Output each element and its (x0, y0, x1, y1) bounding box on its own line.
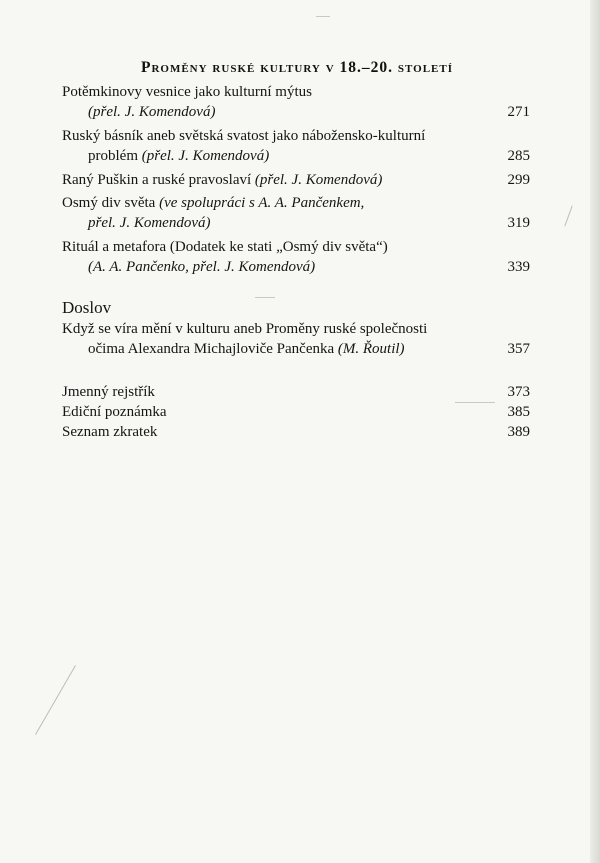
entry-page-number: 299 (507, 172, 530, 188)
entry-title-continued: očima Alexandra Michajloviče Pančenka (M. Řoutil) (88, 341, 405, 357)
toc-entry (62, 237, 532, 277)
entry-page-number: 357 (507, 341, 530, 357)
entry-page-number: 319 (507, 215, 530, 231)
entry-page-number: 373 (507, 384, 530, 400)
entry-page-number: 285 (507, 148, 530, 164)
toc-entry (62, 126, 532, 166)
entry-title: Osmý div světa (ve spolupráci s A. A. Pančenkem, (62, 195, 365, 211)
toc-entry (62, 319, 532, 359)
doslov-heading: Doslov (62, 298, 112, 317)
entry-title: Ruský básník aneb světská svatost jako nábožensko-kulturní (62, 128, 426, 144)
scan-mark (35, 665, 76, 735)
section-title: Proměny ruské kultury v 18.–20. století (140, 59, 453, 76)
entry-translator: (A. A. Pančenko, přel. J. Komendová) (88, 259, 316, 275)
toc-entry (62, 382, 532, 402)
entry-title-continued: problém (přel. J. Komendová) (88, 148, 270, 164)
entry-translator: (přel. J. Komendová) (88, 104, 216, 120)
toc-doslov-section (62, 297, 532, 359)
entry-title: Jmenný rejstřík (62, 384, 155, 400)
entry-title: Raný Puškin a ruské pravoslaví (přel. J. Komendová) (62, 172, 383, 188)
scan-speck (316, 16, 330, 17)
page-edge (590, 0, 600, 863)
entry-title: Potěmkinovy vesnice jako kulturní mýtus (62, 84, 312, 100)
entry-title: Ediční poznámka (62, 404, 167, 420)
toc-entry (62, 170, 532, 190)
toc-section-list (62, 82, 532, 277)
entry-page-number: 339 (507, 259, 530, 275)
toc-back-matter (62, 382, 532, 442)
entry-title: Rituál a metafora (Dodatek ke stati „Osmý div světa“) (62, 239, 388, 255)
entry-title: Když se víra mění v kulturu aneb Proměny ruské společnosti (62, 321, 428, 337)
entry-translator: přel. J. Komendová) (88, 215, 211, 231)
toc-entry (62, 193, 532, 233)
scan-mark (564, 205, 572, 226)
entry-page-number: 389 (507, 424, 530, 440)
toc-entry (62, 402, 532, 422)
toc-entry (62, 82, 532, 122)
entry-title: Seznam zkratek (62, 424, 158, 440)
entry-page-number: 385 (507, 404, 530, 420)
toc-entry (62, 422, 532, 442)
entry-page-number: 271 (507, 104, 530, 120)
